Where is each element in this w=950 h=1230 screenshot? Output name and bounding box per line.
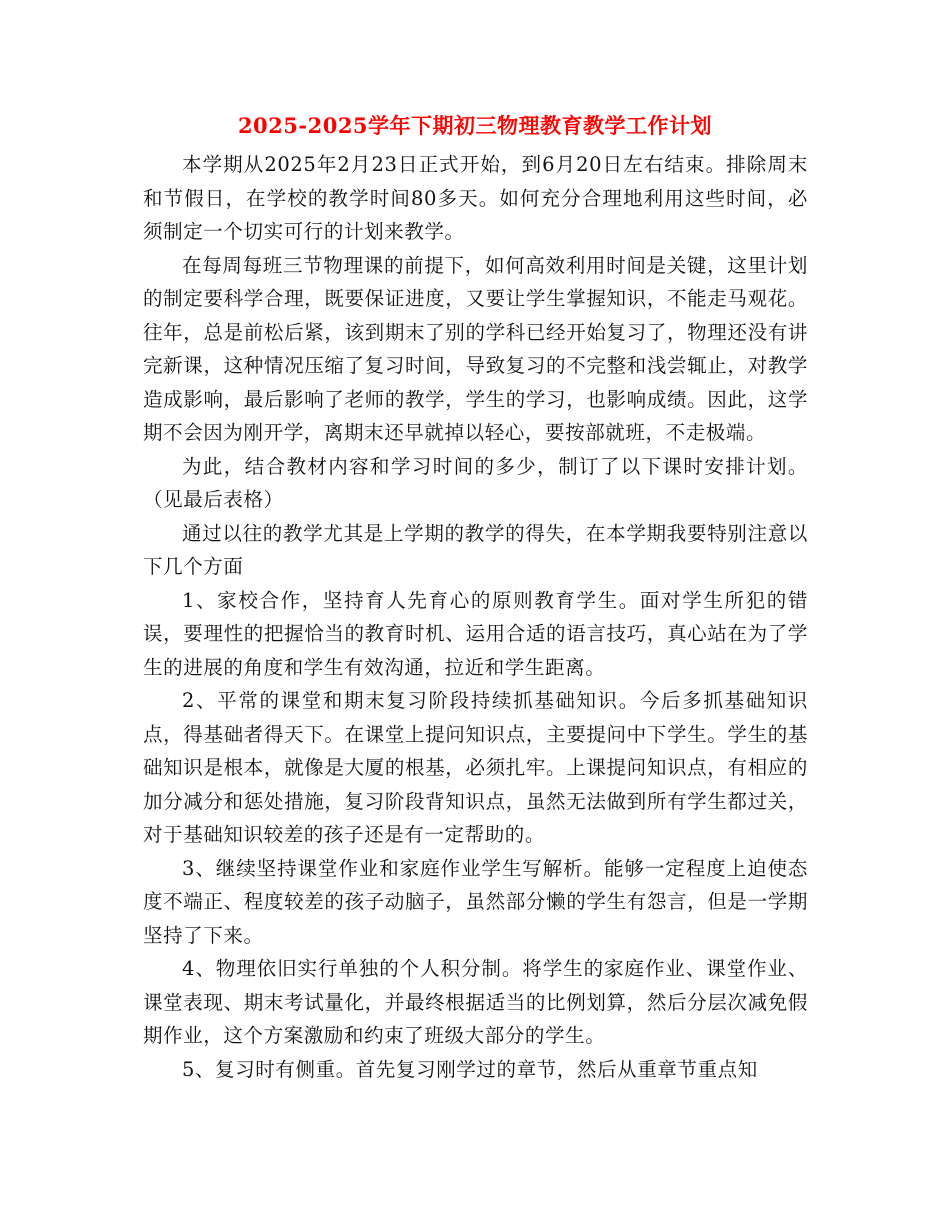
paragraph-8: 4、物理依旧实行单独的个人积分制。将学生的家庭作业、课堂作业、课堂表现、期末考试量化，并最终根据适当的比例划算，然后分层次减免假期作业，这个方案激励和约束了班级大部分的学生。 — [143, 957, 808, 1047]
paragraph-7: 3、继续坚持课堂作业和家庭作业学生写解析。能够一定程度上迫使态度不端正、程度较差的孩子动脑子，虽然部分懒的学生有怨言，但是一学期坚持了下来。 — [143, 856, 808, 947]
paragraph-4: 通过以往的教学尤其是上学期的教学的得失，在本学期我要特别注意以下几个方面 — [143, 521, 808, 578]
page-title: 2025-2025学年下期初三物理教育教学工作计划 — [237, 113, 713, 138]
paragraph-1: 本学期从2025年2月23日正式开始，到6月20日左右结束。排除周末和节假日，在学校的教学时间80多天。如何充分合理地利用这些时间，必须制定一个切实可行的计划来教学。 — [143, 153, 808, 243]
document-body — [143, 148, 808, 1086]
paragraph-2: 在每周每班三节物理课的前提下，如何高效利用时间是关键，这里计划的制定要科学合理，既要保证进度，又要让学生掌握知识，不能走马观花。往年，总是前松后紧，该到期末了别的学科已经开始复习了，物理还没有讲完新课，这种情况压缩了复习时间，导致复习的不完整和浅尝辄止，对教学造成影响，最后影响了老师的教学，学生的学习，也影响成绩。因此，这学期不会因为刚开学，离期末还早就掉以轻心，要按部就班，不走极端。 — [143, 253, 808, 444]
paragraph-3: 为此，结合教材内容和学习时间的多少，制订了以下课时安排计划。（见最后表格） — [143, 454, 808, 511]
paragraph-5: 1、家校合作，坚持育人先育心的原则教育学生。面对学生所犯的错误，要理性的把握恰当的教育时机、运用合适的语言技巧，真心站在为了学生的进展的角度和学生有效沟通，拉近和学生距离。 — [143, 588, 808, 679]
paragraph-6: 2、平常的课堂和期末复习阶段持续抓基础知识。今后多抓基础知识点，得基础者得天下。在课堂上提问知识点，主要提问中下学生。学生的基础知识是根本，就像是大厦的根基，必须扎牢。上课提问知识点，有相应的加分减分和惩处措施，复习阶段背知识点，虽然无法做到所有学生都过关，对于基础知识较差的孩子还是有一定帮助的。 — [143, 689, 808, 846]
paragraph-9: 5、复习时有侧重。首先复习刚学过的章节，然后从重章节重点知 — [182, 1057, 758, 1081]
